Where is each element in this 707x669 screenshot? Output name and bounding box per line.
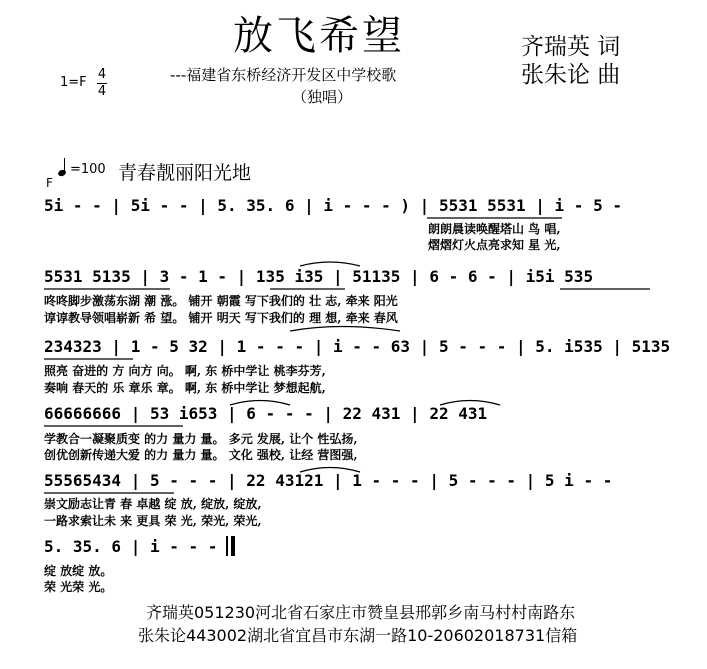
notation-line-3: 234323 | 1 - 5 32 | 1 - - - | i - - 63 | 5 - - - | 5. i535 | 5135	[44, 337, 671, 356]
lyrics-line-4-verse-2: 创优创新传递大爱 的力 量力 量。 文化 强校, 让经 营图强,	[44, 448, 358, 462]
song-title: 放飞希望	[233, 13, 405, 59]
lyrics-line-6-verse-2: 荣 光荣 光。	[44, 580, 113, 594]
tempo-value: =100	[70, 162, 106, 177]
lyrics-line-3-verse-2: 奏响 春天的 乐 章乐 章。 啊, 东 桥中学让 梦想起航,	[44, 381, 326, 395]
tempo-key-letter: F	[46, 176, 53, 190]
tempo-expression: 青春靓丽阳光地	[118, 162, 252, 184]
lyrics-line-2-verse-1: 咚咚脚步激荡东湖 潮 涨。 铺开 朝霞 写下我们的 壮 志, 牵来 阳光	[44, 294, 398, 308]
thin-barline	[226, 536, 228, 556]
lyrics-line-5-verse-2: 一路求索让未 来 更具 荣 光, 荣光, 荣光,	[44, 514, 262, 528]
notation-line-4: 66666666 | 53 i653 | 6 - - - | 22 431 | 22 431	[44, 404, 488, 423]
quarter-note-icon	[57, 169, 67, 177]
time-signature-top: 4	[97, 67, 107, 82]
lyrics-line-1-verse-2: 熠熠灯火点亮求知 星 光,	[428, 238, 561, 252]
performance-type: （独唱）	[292, 88, 353, 106]
lyrics-line-6-verse-1: 绽 放绽 放。	[44, 564, 113, 578]
notation-line-1: 5i - - | 5i - - | 5. 35. 6 | i - - - ) | 5531 5531 | i - 5 -	[44, 196, 622, 215]
lyricist-address: 齐瑞英051230河北省石家庄市赞皇县邢郭乡南马村村南路东	[146, 603, 576, 622]
lyrics-line-5-verse-1: 崇文励志让青 春 卓越 绽 放, 绽放, 绽放,	[44, 497, 262, 511]
composer-credit: 张朱论 曲	[521, 62, 621, 88]
final-barline	[231, 536, 235, 556]
notation-line-5: 55565434 | 5 - - - | 22 43121 | 1 - - - | 5 - - - | 5 i - -	[44, 471, 613, 490]
song-subtitle: ---福建省东桥经济开发区中学校歌	[170, 66, 397, 84]
lyrics-line-1-verse-1: 朗朗晨读唤醒塔山 鸟 唱,	[428, 222, 561, 236]
time-signature-bottom: 4	[97, 84, 107, 99]
key-signature: 1=F	[60, 75, 87, 90]
slur-mark	[290, 327, 400, 332]
lyricist-credit: 齐瑞英 词	[521, 34, 621, 60]
notation-line-2: 5531 5135 | 3 - 1 - | 135 i35 | 51135 | 6 - 6 - | i5i 535	[44, 267, 594, 286]
lyrics-line-4-verse-1: 学教合一凝聚质变 的力 量力 量。 多元 发展, 让个 性弘扬,	[44, 432, 358, 446]
slur-mark	[300, 262, 360, 266]
lyrics-line-3-verse-1: 照亮 奋进的 方 向方 向。 啊, 东 桥中学让 桃李芬芳,	[44, 364, 326, 378]
composer-address: 张朱论443002湖北省宜昌市东湖一路10-20602018731信箱	[138, 626, 578, 645]
notation-line-6: 5. 35. 6 | i - - -	[44, 537, 218, 556]
lyrics-line-2-verse-2: 谆谆教导领唱崭新 希 望。 铺开 明天 写下我们的 理 想, 牵来 春风	[44, 311, 398, 325]
